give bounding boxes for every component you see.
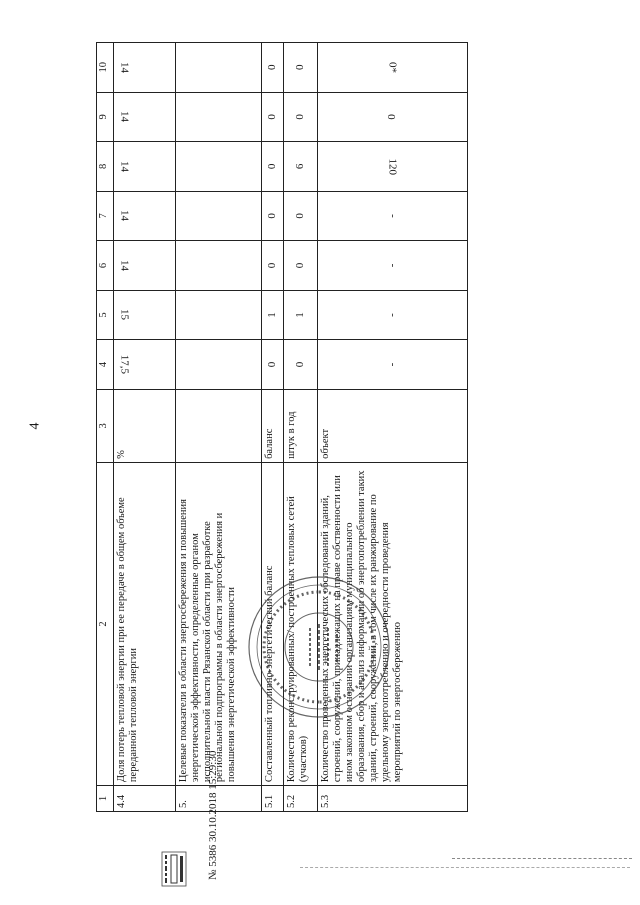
row-name: Количество реконструированных/ построенных тепловых сетей (участков) <box>284 462 318 785</box>
barcode-icon <box>160 850 188 888</box>
row-unit <box>176 389 262 462</box>
value-cell: 0 <box>318 92 468 142</box>
row-unit: баланс <box>262 389 284 462</box>
value: 120 <box>386 158 399 175</box>
value-cell <box>114 142 176 192</box>
row-number: 5. <box>176 786 262 812</box>
registration-stamp: № 5386 30.10.2018 15:29:30 <box>207 750 219 880</box>
row-unit: % <box>114 389 176 462</box>
value-cell <box>176 43 262 93</box>
value-cell: 0 <box>262 92 284 142</box>
row-number: 5.2 <box>284 786 318 812</box>
row-number: 5.3 <box>318 786 468 812</box>
value-cell: - <box>318 290 468 340</box>
row-name: Количество проведенных энергетических обследований зданий, строений, сооружений, принадлежащих на праве собственности или ином законном основании организациям муниципального образования, сбор и анализ информации об энергопотреблении таких зданий, строений, сооружений, в том числе их ранжирование по удельному энергопотреблению и очередности проведения мероприятий по энергосбережению <box>318 462 468 785</box>
value-cell <box>114 290 176 340</box>
value-cell <box>318 43 468 93</box>
row-unit: объект <box>318 389 468 462</box>
value: 15 <box>118 309 131 321</box>
value-cell: - <box>318 340 468 390</box>
col-header: 6 <box>97 241 114 291</box>
value-cell: 0 <box>284 191 318 241</box>
value-cell: 0 <box>262 142 284 192</box>
value-cell <box>176 142 262 192</box>
value-cell: 0 <box>262 340 284 390</box>
table-row <box>114 43 176 812</box>
value-cell: - <box>318 241 468 291</box>
col-header: 10 <box>97 43 114 93</box>
scan-edge-line <box>452 858 632 859</box>
value-cell <box>176 241 262 291</box>
row-name: Составленный топливно-энергетический баланс <box>262 462 284 785</box>
header-row <box>97 43 114 812</box>
row-number: 5.1 <box>262 786 284 812</box>
col-header: 3 <box>97 389 114 462</box>
value: 14 <box>118 210 131 222</box>
col-header: 1 <box>97 786 114 812</box>
value-cell <box>114 241 176 291</box>
col-header: 9 <box>97 92 114 142</box>
value-cell <box>176 191 262 241</box>
value-cell <box>176 290 262 340</box>
row-unit: штук в год <box>284 389 318 462</box>
col-header: 4 <box>97 340 114 390</box>
value: 0* <box>386 61 399 73</box>
value: 14 <box>118 111 131 123</box>
row-number: 4.4 <box>114 786 176 812</box>
value-cell: 0 <box>284 340 318 390</box>
value-cell <box>176 340 262 390</box>
row-name: Доля потерь тепловой энергии при ее передаче в общем объеме переданной тепловой энергии <box>114 462 176 785</box>
value-cell: 0 <box>284 43 318 93</box>
scan-edge-line <box>300 867 630 868</box>
value-cell: 0 <box>262 191 284 241</box>
value-cell: 1 <box>262 290 284 340</box>
col-header: 5 <box>97 290 114 340</box>
value-cell <box>114 43 176 93</box>
col-header: 7 <box>97 191 114 241</box>
value-cell: 0 <box>262 43 284 93</box>
value-cell: 1 <box>284 290 318 340</box>
value: 14 <box>118 61 131 73</box>
value-cell: 0 <box>284 92 318 142</box>
value: 17,5 <box>118 354 131 375</box>
value: 14 <box>118 160 131 172</box>
col-header: 8 <box>97 142 114 192</box>
value-cell <box>318 142 468 192</box>
value-cell <box>114 191 176 241</box>
value-cell: - <box>318 191 468 241</box>
value-cell <box>114 340 176 390</box>
col-header: 2 <box>97 462 114 785</box>
value-cell: 0 <box>262 241 284 291</box>
value-cell: 6 <box>284 142 318 192</box>
page-number: 4 <box>27 422 43 430</box>
value-cell: 0 <box>284 241 318 291</box>
value-cell <box>114 92 176 142</box>
row-name: Целевые показатели в области энергосбережения и повышения энергетической эффективности, определенные органом исполнительной власти Рязанской области при разработке региональной подпрограммы в области энергосбережения и повышения энергетической эффективности <box>176 462 262 785</box>
value-cell <box>176 92 262 142</box>
official-stamp-icon <box>244 572 394 722</box>
value: 14 <box>118 259 131 271</box>
